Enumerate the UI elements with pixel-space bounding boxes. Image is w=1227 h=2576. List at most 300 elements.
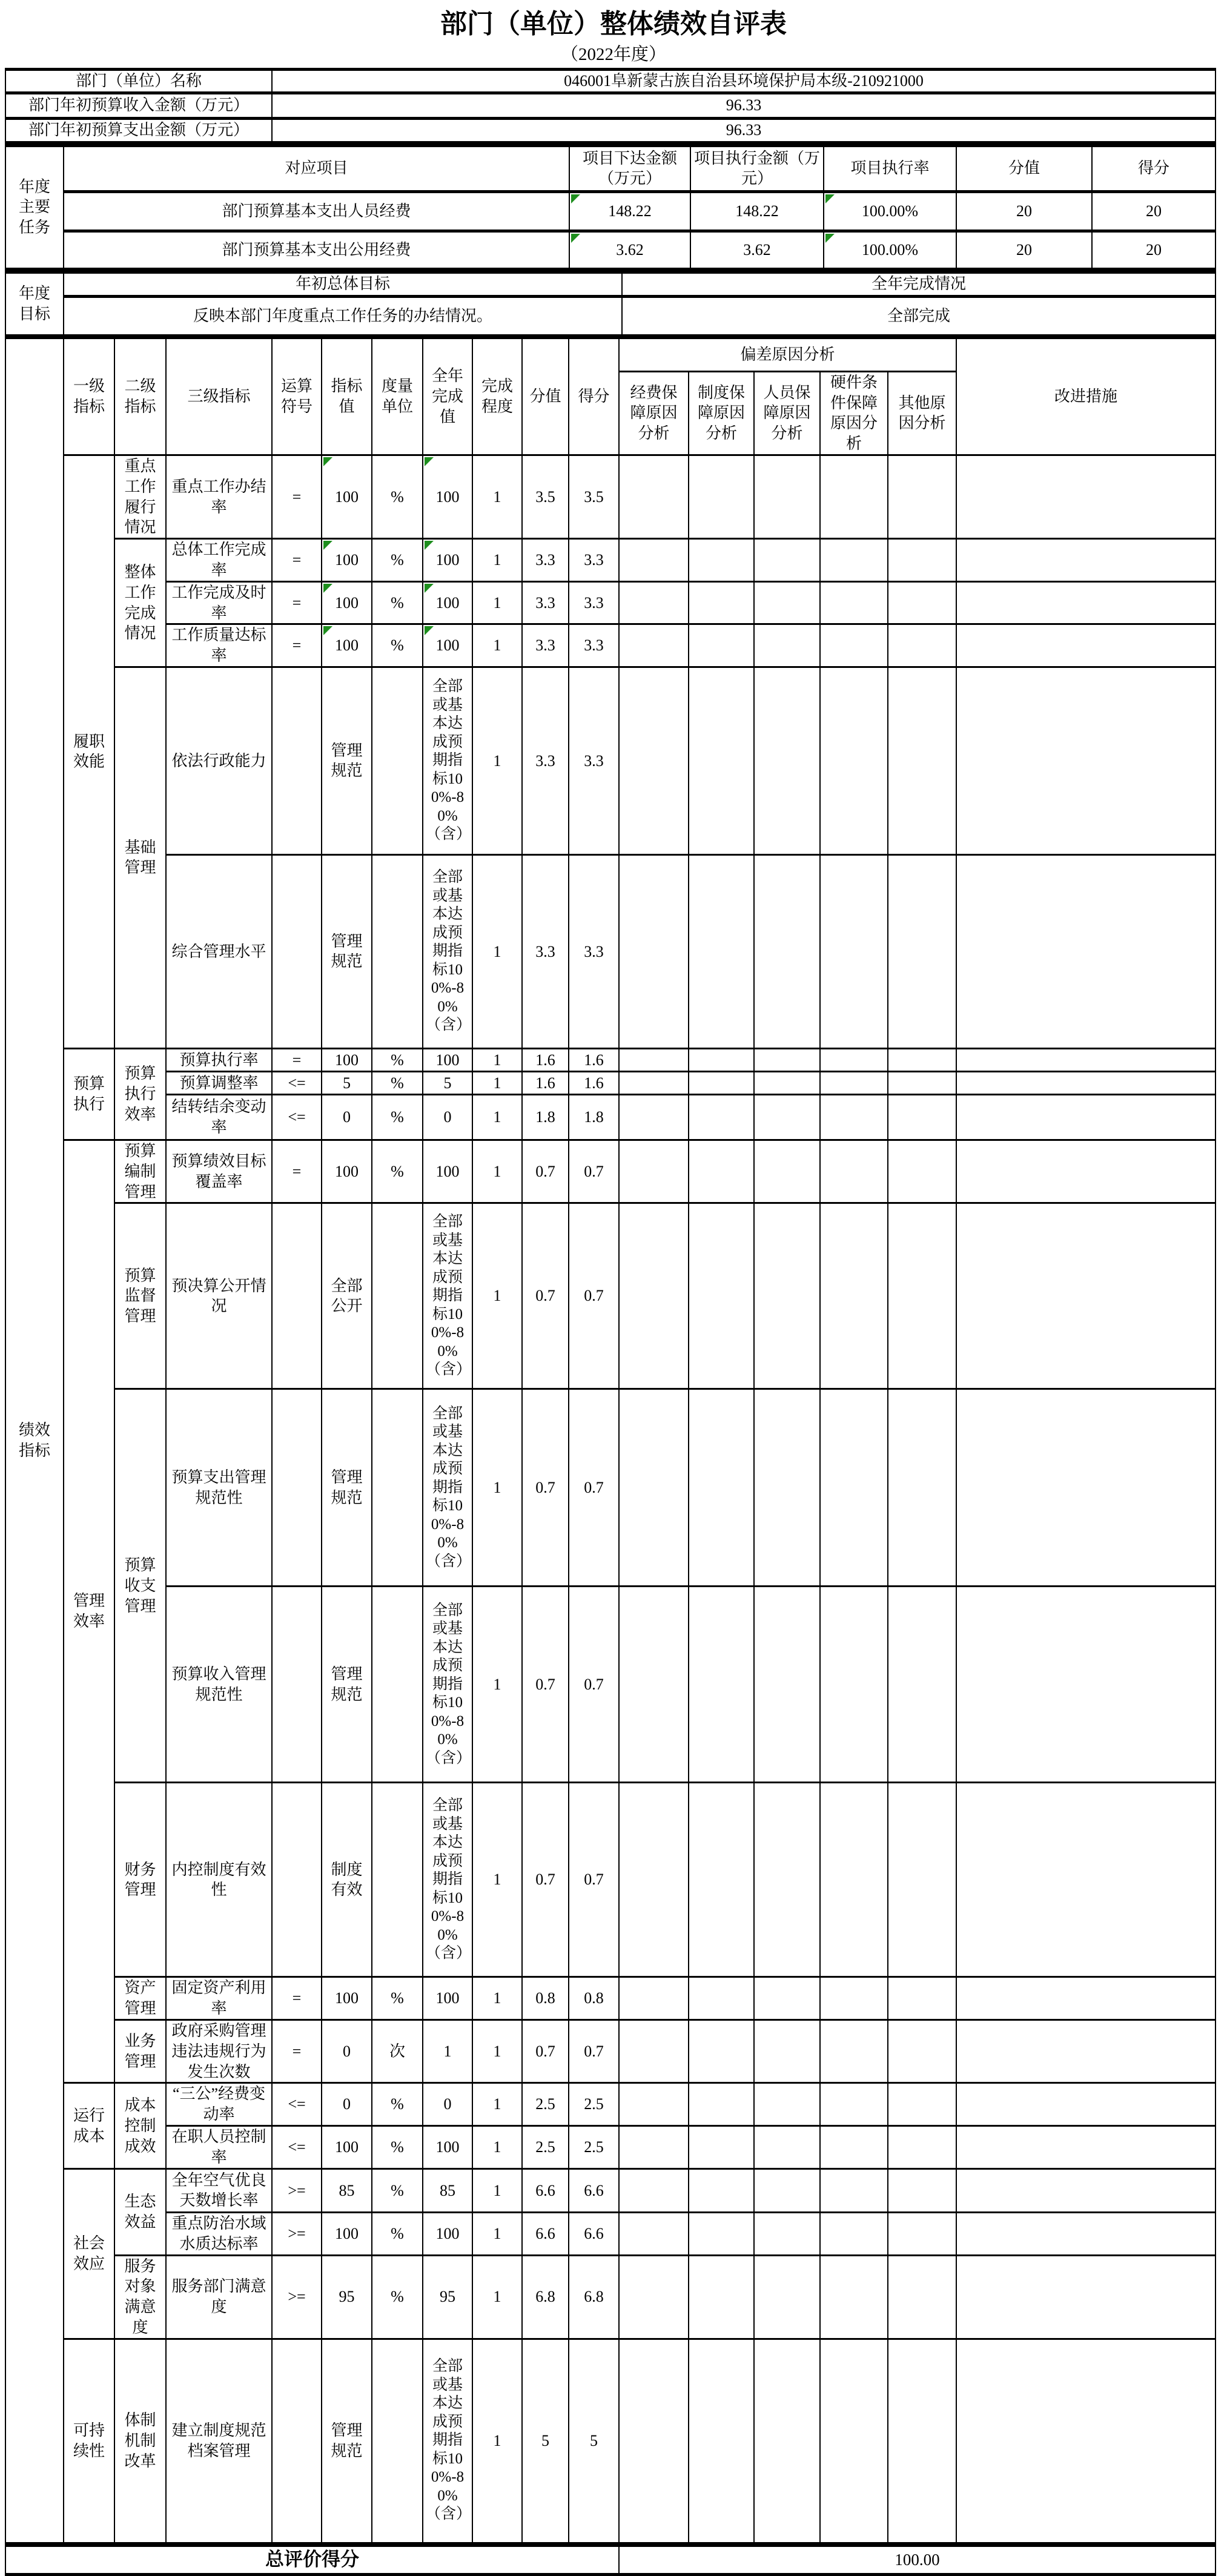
degree-cell: 1 xyxy=(472,2168,522,2212)
tasks-executed-header: 项目执行金额（万元） xyxy=(690,145,824,191)
done-cell: 1 xyxy=(423,2020,472,2082)
l3-cell: 预算执行率 xyxy=(166,1048,272,1071)
l2-cell: 基础管理 xyxy=(114,667,166,1048)
dev-fund-cell xyxy=(619,2168,689,2212)
l1-cell: 社会效应 xyxy=(64,2168,114,2339)
indicator-row xyxy=(5,2212,1215,2255)
degree-cell: 1 xyxy=(472,1587,522,1783)
dev-hardware-cell xyxy=(820,1783,888,1977)
task-got: 20 xyxy=(1092,231,1215,269)
dev-staff-cell xyxy=(754,581,820,624)
op-cell: = xyxy=(272,539,322,582)
score-cell: 6.8 xyxy=(522,2255,569,2339)
op-cell: <= xyxy=(272,1071,322,1094)
dev-other-cell xyxy=(888,455,956,538)
indicator-row xyxy=(5,1977,1215,2020)
unit-cell: % xyxy=(372,624,423,667)
l3-cell: 工作质量达标率 xyxy=(166,624,272,667)
dev-other-cell xyxy=(888,2125,956,2168)
dev-staff-cell xyxy=(754,854,820,1048)
done-cell: 100 xyxy=(423,539,472,582)
target-cell: 管理规范 xyxy=(322,667,372,854)
summary-section xyxy=(5,2544,1216,2576)
dev-other-cell xyxy=(888,1977,956,2020)
improve-cell xyxy=(956,2255,1215,2339)
total-score-label: 总评价得分 xyxy=(5,2545,619,2574)
dev-hardware-cell xyxy=(820,2020,888,2082)
indicator-row xyxy=(5,1140,1215,1203)
done-cell: 100 xyxy=(423,2212,472,2255)
dev-staff-cell xyxy=(754,624,820,667)
got-cell: 0.7 xyxy=(569,1587,619,1783)
degree-cell: 1 xyxy=(472,1071,522,1094)
score-cell: 0.7 xyxy=(522,1203,569,1389)
degree-cell: 1 xyxy=(472,2255,522,2339)
table-row xyxy=(5,145,1215,191)
dev-system-cell xyxy=(689,1783,754,1977)
done-cell: 全部或基本达成预期指标100%-80%（含） xyxy=(423,2339,472,2543)
dev-hardware-cell xyxy=(820,2168,888,2212)
unit-cell xyxy=(372,1203,423,1389)
l3-cell: 重点工作办结率 xyxy=(166,455,272,538)
got-cell: 6.6 xyxy=(569,2212,619,2255)
l1-cell: 可持续性 xyxy=(64,2339,114,2543)
got-cell: 0.7 xyxy=(569,2020,619,2082)
goals-yearly-value: 全部完成 xyxy=(622,296,1215,335)
dev-staff-cell xyxy=(754,1203,820,1389)
got-cell: 6.6 xyxy=(569,2168,619,2212)
score-header: 分值 xyxy=(522,338,569,455)
dev-fund-cell xyxy=(619,1071,689,1094)
dev-hardware-cell xyxy=(820,854,888,1048)
indicator-row xyxy=(5,2339,1215,2543)
got-cell: 0.7 xyxy=(569,1203,619,1389)
dev-system-cell xyxy=(689,624,754,667)
score-cell: 3.3 xyxy=(522,624,569,667)
dev-other-cell xyxy=(888,1587,956,1783)
degree-cell: 1 xyxy=(472,1389,522,1587)
dev-system-cell xyxy=(689,455,754,538)
tasks-score-header: 分值 xyxy=(956,145,1092,191)
improve-cell xyxy=(956,2339,1215,2543)
l2-cell: 资产管理 xyxy=(114,1977,166,2020)
indicator-row xyxy=(5,624,1215,667)
dev-fund-cell xyxy=(619,455,689,538)
dev-fund-cell xyxy=(619,1094,689,1140)
task-score: 20 xyxy=(956,191,1092,231)
l2-cell: 整体工作完成情况 xyxy=(114,539,166,667)
op-cell: = xyxy=(272,1977,322,2020)
got-cell: 6.8 xyxy=(569,2255,619,2339)
goals-initial-value: 反映本部门年度重点工作任务的办结情况。 xyxy=(64,296,622,335)
dev-staff-cell xyxy=(754,539,820,582)
goals-section-label: 年度目标 xyxy=(5,272,64,335)
score-cell: 6.6 xyxy=(522,2212,569,2255)
improve-cell xyxy=(956,1587,1215,1783)
task-executed: 148.22 xyxy=(690,191,824,231)
expense-value: 96.33 xyxy=(272,118,1215,142)
target-cell: 0 xyxy=(322,2083,372,2126)
target-cell: 100 xyxy=(322,2212,372,2255)
done-cell: 85 xyxy=(423,2168,472,2212)
dev-hardware-cell xyxy=(820,1203,888,1389)
done-cell: 100 xyxy=(423,1048,472,1071)
target-cell: 管理规范 xyxy=(322,1389,372,1587)
dev-hardware-cell xyxy=(820,1094,888,1140)
task-rate: 100.00% xyxy=(824,231,956,269)
dev-staff-cell xyxy=(754,1094,820,1140)
l3-cell: 工作完成及时率 xyxy=(166,581,272,624)
info-section xyxy=(5,68,1216,144)
dev-system-cell xyxy=(689,2255,754,2339)
l2-cell: 成本控制成效 xyxy=(114,2083,166,2169)
op-cell xyxy=(272,667,322,854)
dev-fund-cell xyxy=(619,2339,689,2543)
dev-fund-cell xyxy=(619,854,689,1048)
indicator-row xyxy=(5,581,1215,624)
got-cell: 0.7 xyxy=(569,1140,619,1203)
target-cell: 95 xyxy=(322,2255,372,2339)
got-cell: 0.8 xyxy=(569,1977,619,2020)
improve-cell xyxy=(956,455,1215,538)
score-cell: 3.3 xyxy=(522,667,569,854)
l3-cell: 预算支出管理规范性 xyxy=(166,1389,272,1587)
degree-cell: 1 xyxy=(472,2083,522,2126)
op-cell: <= xyxy=(272,2125,322,2168)
score-cell: 1.8 xyxy=(522,1094,569,1140)
dev-staff-cell xyxy=(754,2212,820,2255)
page-subtitle: （2022年度） xyxy=(560,45,666,64)
degree-cell: 1 xyxy=(472,1977,522,2020)
degree-cell: 1 xyxy=(472,539,522,582)
tasks-section-label: 年度主要任务 xyxy=(5,145,64,269)
dev-fund-cell xyxy=(619,581,689,624)
dev-other-cell xyxy=(888,1048,956,1071)
target-header: 指标值 xyxy=(322,338,372,455)
op-cell: = xyxy=(272,624,322,667)
indicator-row xyxy=(5,2020,1215,2082)
indicator-row xyxy=(5,2083,1215,2126)
op-cell: = xyxy=(272,455,322,538)
dev-hardware-cell xyxy=(820,1587,888,1783)
l3-cell: 内控制度有效性 xyxy=(166,1783,272,1977)
target-cell: 100 xyxy=(322,581,372,624)
target-cell: 5 xyxy=(322,1071,372,1094)
target-cell: 管理规范 xyxy=(322,854,372,1048)
tasks-project-header: 对应项目 xyxy=(64,145,569,191)
dev-system-cell xyxy=(689,2212,754,2255)
score-cell: 2.5 xyxy=(522,2125,569,2168)
improve-cell xyxy=(956,2020,1215,2082)
improve-cell xyxy=(956,1203,1215,1389)
unit-cell: % xyxy=(372,2083,423,2126)
table-row xyxy=(5,231,1215,269)
got-cell: 2.5 xyxy=(569,2125,619,2168)
got-cell: 3.3 xyxy=(569,854,619,1048)
task-score: 20 xyxy=(956,231,1092,269)
dev-other-cell xyxy=(888,2212,956,2255)
dev-system-cell xyxy=(689,1094,754,1140)
op-cell: = xyxy=(272,581,322,624)
improve-cell xyxy=(956,2083,1215,2126)
dev-staff-cell xyxy=(754,1783,820,1977)
done-cell: 全部或基本达成预期指标100%-80%（含） xyxy=(423,1587,472,1783)
indicator-row xyxy=(5,1048,1215,1071)
indicator-row xyxy=(5,1094,1215,1140)
l2-cell: 预算执行效率 xyxy=(114,1048,166,1140)
dev-fund-cell xyxy=(619,1203,689,1389)
l3-cell: 全年空气优良天数增长率 xyxy=(166,2168,272,2212)
dev-other-cell xyxy=(888,667,956,854)
got-cell: 2.5 xyxy=(569,2083,619,2126)
unit-cell: % xyxy=(372,1094,423,1140)
target-cell: 0 xyxy=(322,2020,372,2082)
done-cell: 0 xyxy=(423,1094,472,1140)
improve-cell xyxy=(956,2125,1215,2168)
score-cell: 0.8 xyxy=(522,1977,569,2020)
indicator-row xyxy=(5,1203,1215,1389)
indicators-section xyxy=(5,337,1216,2544)
improve-cell xyxy=(956,624,1215,667)
got-cell: 1.8 xyxy=(569,1094,619,1140)
improve-cell xyxy=(956,1048,1215,1071)
dev-other-cell xyxy=(888,581,956,624)
l3-cell: 政府采购管理违法违规行为发生次数 xyxy=(166,2020,272,2082)
unit-header: 度量单位 xyxy=(372,338,423,455)
unit-cell: 次 xyxy=(372,2020,423,2082)
dev-system-cell xyxy=(689,539,754,582)
target-cell: 制度有效 xyxy=(322,1783,372,1977)
op-cell xyxy=(272,1783,322,1977)
dev-other-cell xyxy=(888,1094,956,1140)
dev-other-cell xyxy=(888,1203,956,1389)
dev-staff-cell xyxy=(754,2020,820,2082)
got-cell: 3.3 xyxy=(569,539,619,582)
dev-system-cell xyxy=(689,581,754,624)
dev-hardware-cell xyxy=(820,1071,888,1094)
dev-hardware-cell xyxy=(820,1389,888,1587)
improve-cell xyxy=(956,1071,1215,1094)
dev-system-cell xyxy=(689,1977,754,2020)
unit-cell xyxy=(372,1587,423,1783)
dev-staff-cell xyxy=(754,667,820,854)
dev-fund-cell xyxy=(619,624,689,667)
l3-cell: 预算收入管理规范性 xyxy=(166,1587,272,1783)
l3-cell: 依法行政能力 xyxy=(166,667,272,854)
dev-hardware-header: 硬件条件保障原因分析 xyxy=(820,371,888,455)
unit-cell: % xyxy=(372,2125,423,2168)
evaluation-table xyxy=(5,68,1215,2576)
dev-system-header: 制度保障原因分析 xyxy=(689,371,754,455)
l2-cell: 财务管理 xyxy=(114,1783,166,1977)
dev-other-cell xyxy=(888,854,956,1048)
dev-staff-cell xyxy=(754,2125,820,2168)
degree-cell: 1 xyxy=(472,854,522,1048)
unit-cell xyxy=(372,854,423,1048)
degree-cell: 1 xyxy=(472,455,522,538)
task-issued: 148.22 xyxy=(569,191,690,231)
task-project: 部门预算基本支出公用经费 xyxy=(64,231,569,269)
dev-fund-cell xyxy=(619,1048,689,1071)
l3-cell: 固定资产利用率 xyxy=(166,1977,272,2020)
l3-cell: 在职人员控制率 xyxy=(166,2125,272,2168)
dev-staff-cell xyxy=(754,1389,820,1587)
op-cell: >= xyxy=(272,2168,322,2212)
target-cell: 100 xyxy=(322,1048,372,1071)
l2-cell: 生态效益 xyxy=(114,2168,166,2255)
dev-staff-cell xyxy=(754,455,820,538)
dev-staff-cell xyxy=(754,2168,820,2212)
degree-cell: 1 xyxy=(472,581,522,624)
dev-system-cell xyxy=(689,1587,754,1783)
l3-cell: 综合管理水平 xyxy=(166,854,272,1048)
score-cell: 1.6 xyxy=(522,1048,569,1071)
dev-staff-cell xyxy=(754,1587,820,1783)
l1-cell: 运行成本 xyxy=(64,2083,114,2169)
dev-other-cell xyxy=(888,624,956,667)
table-row xyxy=(5,296,1215,335)
goals-section xyxy=(5,271,1216,337)
improve-cell xyxy=(956,1389,1215,1587)
op-cell: <= xyxy=(272,2083,322,2126)
op-cell xyxy=(272,854,322,1048)
dev-staff-cell xyxy=(754,2339,820,2543)
dev-fund-cell xyxy=(619,1587,689,1783)
done-cell: 全部或基本达成预期指标100%-80%（含） xyxy=(423,1203,472,1389)
got-cell: 3.5 xyxy=(569,455,619,538)
unit-cell xyxy=(372,1783,423,1977)
l3-cell: 建立制度规范档案管理 xyxy=(166,2339,272,2543)
got-cell: 0.7 xyxy=(569,1783,619,1977)
tasks-got-header: 得分 xyxy=(1092,145,1215,191)
got-cell: 1.6 xyxy=(569,1048,619,1071)
l3-cell: 服务部门满意度 xyxy=(166,2255,272,2339)
improve-cell xyxy=(956,2212,1215,2255)
dev-system-cell xyxy=(689,2168,754,2212)
dev-fund-cell xyxy=(619,2125,689,2168)
target-cell: 100 xyxy=(322,1140,372,1203)
l2-cell: 预算收支管理 xyxy=(114,1389,166,1783)
dev-fund-cell xyxy=(619,1977,689,2020)
improve-cell xyxy=(956,581,1215,624)
done-cell: 0 xyxy=(423,2083,472,2126)
dev-staff-cell xyxy=(754,1140,820,1203)
op-cell: <= xyxy=(272,1094,322,1140)
got-header: 得分 xyxy=(569,338,619,455)
op-cell: = xyxy=(272,1140,322,1203)
dev-fund-cell xyxy=(619,1389,689,1587)
degree-cell: 1 xyxy=(472,1094,522,1140)
op-cell: >= xyxy=(272,2212,322,2255)
done-cell: 全部或基本达成预期指标100%-80%（含） xyxy=(423,667,472,854)
target-cell: 管理规范 xyxy=(322,2339,372,2543)
improve-cell xyxy=(956,2168,1215,2212)
task-executed: 3.62 xyxy=(690,231,824,269)
goals-initial-header: 年初总体目标 xyxy=(64,272,622,296)
degree-header: 完成程度 xyxy=(472,338,522,455)
dev-hardware-cell xyxy=(820,455,888,538)
dev-fund-cell xyxy=(619,2020,689,2082)
l3-header: 三级指标 xyxy=(166,338,272,455)
dev-staff-header: 人员保障原因分析 xyxy=(754,371,820,455)
dev-staff-cell xyxy=(754,1048,820,1071)
op-cell: = xyxy=(272,2020,322,2082)
tasks-issued-header: 项目下达金额（万元） xyxy=(569,145,690,191)
improve-header: 改进措施 xyxy=(956,338,1215,455)
dev-staff-cell xyxy=(754,2083,820,2126)
unit-cell: % xyxy=(372,581,423,624)
dev-system-cell xyxy=(689,2125,754,2168)
target-cell: 100 xyxy=(322,539,372,582)
indicator-row xyxy=(5,2255,1215,2339)
score-cell: 3.3 xyxy=(522,854,569,1048)
dev-hardware-cell xyxy=(820,1048,888,1071)
target-cell: 100 xyxy=(322,1977,372,2020)
l3-cell: “三公”经费变动率 xyxy=(166,2083,272,2126)
dev-other-cell xyxy=(888,2168,956,2212)
deviation-header: 偏差原因分析 xyxy=(619,338,956,371)
improve-cell xyxy=(956,539,1215,582)
l1-cell: 履职效能 xyxy=(64,455,114,1048)
done-cell: 全部或基本达成预期指标100%-80%（含） xyxy=(423,1783,472,1977)
indicator-row xyxy=(5,539,1215,582)
degree-cell: 1 xyxy=(472,1783,522,1977)
score-cell: 1.6 xyxy=(522,1071,569,1094)
dev-hardware-cell xyxy=(820,2125,888,2168)
score-cell: 0.7 xyxy=(522,1587,569,1783)
dev-hardware-cell xyxy=(820,2339,888,2543)
l2-cell: 服务对象满意度 xyxy=(114,2255,166,2339)
got-cell: 3.3 xyxy=(569,667,619,854)
target-cell: 管理规范 xyxy=(322,1587,372,1783)
dev-other-cell xyxy=(888,1140,956,1203)
done-cell: 全部或基本达成预期指标100%-80%（含） xyxy=(423,1389,472,1587)
degree-cell: 1 xyxy=(472,667,522,854)
done-cell: 100 xyxy=(423,581,472,624)
l2-cell: 重点工作履行情况 xyxy=(114,455,166,538)
done-cell: 100 xyxy=(423,1977,472,2020)
dev-system-cell xyxy=(689,667,754,854)
done-header: 全年完成值 xyxy=(423,338,472,455)
tasks-section xyxy=(5,144,1216,271)
score-cell: 2.5 xyxy=(522,2083,569,2126)
dev-hardware-cell xyxy=(820,2255,888,2339)
degree-cell: 1 xyxy=(472,2212,522,2255)
task-project: 部门预算基本支出人员经费 xyxy=(64,191,569,231)
table-row xyxy=(5,118,1215,142)
dev-fund-cell xyxy=(619,667,689,854)
done-cell: 100 xyxy=(423,1140,472,1203)
dev-system-cell xyxy=(689,1140,754,1203)
l1-cell: 预算执行 xyxy=(64,1048,114,1140)
improve-cell xyxy=(956,1094,1215,1140)
dev-fund-header: 经费保障原因分析 xyxy=(619,371,689,455)
l2-cell: 预算监督管理 xyxy=(114,1203,166,1389)
dev-hardware-cell xyxy=(820,2212,888,2255)
dev-system-cell xyxy=(689,1048,754,1071)
dev-staff-cell xyxy=(754,1071,820,1094)
income-label: 部门年初预算收入金额（万元） xyxy=(5,93,272,118)
table-row xyxy=(5,272,1215,296)
dev-fund-cell xyxy=(619,2083,689,2126)
l3-cell: 预决算公开情况 xyxy=(166,1203,272,1389)
op-cell xyxy=(272,1203,322,1389)
table-row xyxy=(5,93,1215,118)
indicator-row xyxy=(5,1587,1215,1783)
dev-hardware-cell xyxy=(820,1140,888,1203)
degree-cell: 1 xyxy=(472,2339,522,2543)
degree-cell: 1 xyxy=(472,1203,522,1389)
